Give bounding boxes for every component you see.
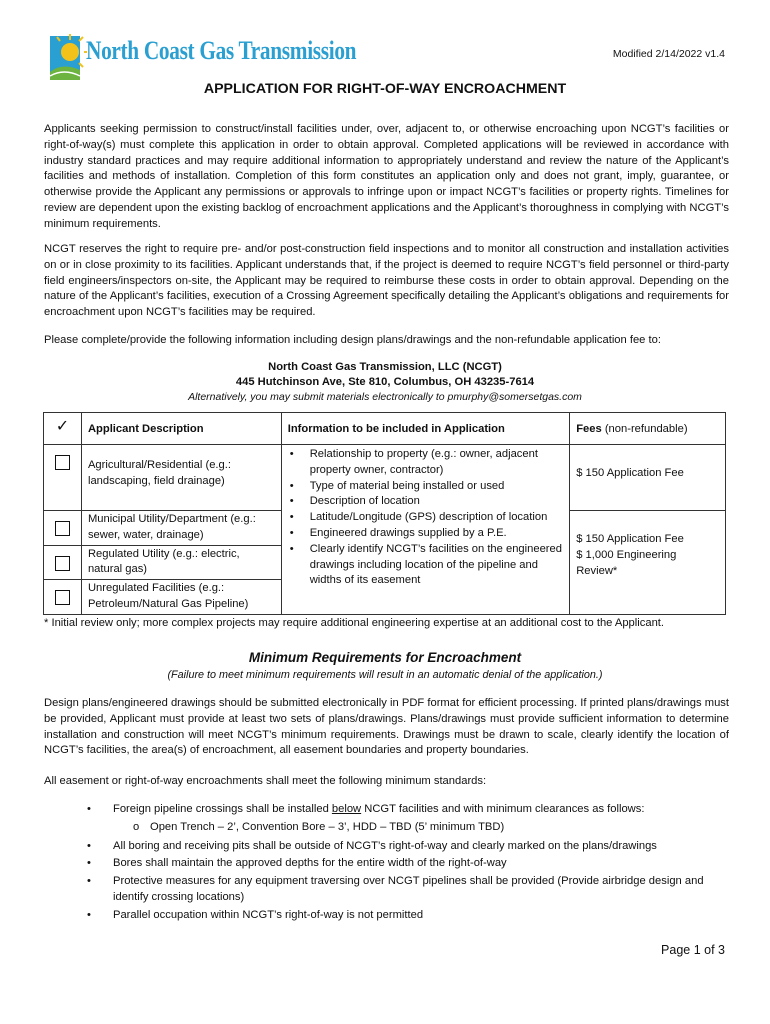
intro-paragraph-1: Applicants seeking permission to construct/install facilities under, over, adjacent to, or otherwise encroaching upon NCGT’s facilities or right-of-way(s) must complete this application in order to obtain approval. Completed applications will be reviewed in accordance with industry standard practices and may require additional information to appropriately understand and review the nature of the Applicant’s facilities and methods of installation. Completion of this form constitutes an application only and does not grant, imply, guarantee, or otherwise provide the Applicant any permissions or approvals to infringe upon or impact NCGT’s facilities or property rights. Timelines for review are dependent upon the existing backlog of encroachment applications and the Applicant’s thoroughness in complying with NCGT’s minimum requirements. [44, 123, 729, 230]
list-item: • Bores shall maintain the approved depths for the entire width of the right-of-way [84, 856, 729, 872]
checkbox-regulated[interactable] [55, 556, 70, 571]
info-cell [281, 445, 570, 615]
checkbox-agricultural[interactable] [55, 455, 70, 470]
list-item: • Type of material being installed or used [290, 479, 564, 495]
row-description: Agricultural/Residential (e.g.: landscaping, field drainage) [81, 445, 281, 511]
intro-paragraph-2: NCGT reserves the right to require pre- and/or post-construction field inspections and to monitor all construction and installation activities on or in close proximity to its facilities. Applicant understands that, if the project is deemed to require NCGT’s field personnel or third-party field engineers/inspectors on-site, the Applicant may be required to reimburse these costs in order to obtain approval. Depending on the nature of the Applicant’s facilities, execution of a Crossing Agreement specifically detailing the Applicant’s obligations and requirements for encroachment upon NCGT’s facilities may be required. [44, 243, 729, 319]
checkbox-cell [44, 445, 82, 511]
company-logo [48, 32, 357, 88]
list-item: • Protective measures for any equipment traversing over NCGT pipelines shall be provided (Provide airbridge design and identify crossing locations) [84, 874, 729, 906]
address-company: North Coast Gas Transmission, LLC (NCGT) [268, 361, 502, 373]
info-list [282, 445, 570, 589]
fee-commercial [570, 511, 725, 579]
list-sub-item: o Open Trench – 2’, Convention Bore – 3’, HDD – TBD (5’ minimum TBD) [84, 820, 729, 836]
version-date: Modified 2/14/2022 v1.4 [612, 48, 725, 60]
list-item: • All boring and receiving pits shall be outside of NCGT’s right-of-way and clearly marked on the plans/drawings [84, 839, 729, 855]
checkbox-cell [44, 545, 82, 580]
address-street: 445 Hutchinson Ave, Ste 810, Columbus, OH 43235-7614 [235, 376, 535, 388]
list-item: • Latitude/Longitude (GPS) description of location [290, 510, 564, 526]
row-description: Regulated Utility (e.g.: electric, natural gas) [81, 545, 281, 580]
row-description: Municipal Utility/Department (e.g.: sewer, water, drainage) [81, 511, 281, 546]
list-item: • Relationship to property (e.g.: owner, adjacent property owner, contractor) [290, 447, 564, 479]
section-subtitle: (Failure to meet minimum requirements will result in an automatic denial of the application.) [167, 669, 603, 681]
list-item: • Clearly identify NCGT’s facilities on the engineered drawings including location of the pipeline and widths of its easement [290, 542, 564, 589]
logo-text: North Coast Gas Transmission [86, 36, 357, 65]
header-information: Information to be included in Application [281, 413, 570, 445]
checkmark-icon: ✓ [44, 413, 82, 445]
fee-application: $ 150 Application Fee [576, 533, 684, 545]
requirements-paragraph: Design plans/engineered drawings should be submitted electronically in PDF format for efficient processing. If printed plans/drawings must be provided, Applicant must provide at least two sets of plans/drawings. Plans/drawings must provide sufficient information to determine installation and construction will meet NCGT’s minimum requirements. Drawings must be drawn to scale, clearly identify the location of NCGT’s facilities, the area(s) of encroachment, all easement boundaries and property boundaries. [44, 697, 729, 757]
fee-engineering: $ 1,000 Engineering Review* [576, 548, 677, 577]
list-item: • Foreign pipeline crossings shall be installed below NCGT facilities and with minimum clearances as follows: [84, 802, 729, 818]
fee-residential: $ 150 Application Fee [570, 445, 725, 511]
page-number: Page 1 of 3 [661, 943, 725, 957]
header-fees-label: Fees [576, 423, 602, 435]
section-title: Minimum Requirements for Encroachment [248, 650, 522, 665]
checkbox-cell [44, 511, 82, 546]
intro-paragraph-3: Please complete/provide the following information including design plans/drawings and the non-refundable application fee to: [44, 334, 661, 346]
list-item: • Parallel occupation within NCGT’s right-of-way is not permitted [84, 908, 729, 924]
table-row [44, 445, 726, 511]
list-item: • Engineered drawings supplied by a P.E. [290, 526, 564, 542]
table-header-row [44, 413, 726, 445]
row-description: Unregulated Facilities (e.g.: Petroleum/Natural Gas Pipeline) [81, 580, 281, 615]
list-item: • Description of location [290, 494, 564, 510]
checkbox-municipal[interactable] [55, 521, 70, 536]
sun-logo-icon [48, 32, 88, 88]
address-email-note: Alternatively, you may submit materials electronically to pmurphy@somersetgas.com [188, 391, 582, 403]
emphasis-below: below [331, 803, 362, 815]
header-fees [570, 413, 726, 445]
header-fees-note: (non-refundable) [604, 423, 688, 435]
standards-list [84, 802, 729, 926]
document-title: APPLICATION FOR RIGHT-OF-WAY ENCROACHMENT [203, 81, 567, 97]
application-table [43, 412, 726, 615]
header-applicant-description: Applicant Description [81, 413, 281, 445]
fees-cell [570, 445, 726, 615]
checkbox-cell [44, 580, 82, 615]
checkbox-unregulated[interactable] [55, 590, 70, 605]
standards-intro: All easement or right-of-way encroachments shall meet the following minimum standards: [44, 775, 487, 787]
footnote: * Initial review only; more complex projects may require additional engineering expertise at an additional cost to the Applicant. [44, 617, 665, 629]
